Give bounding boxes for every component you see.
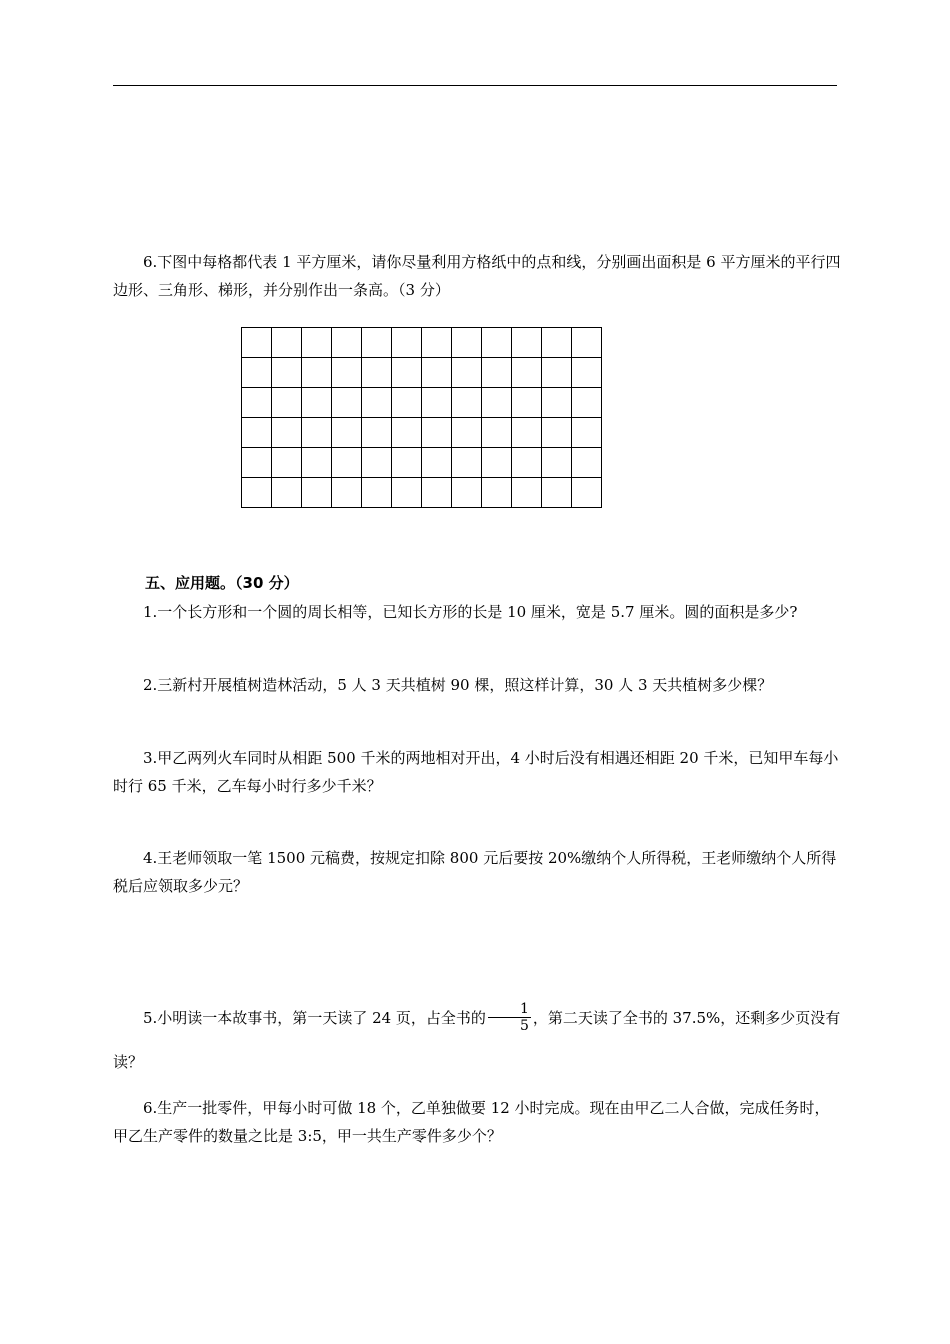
grid-cell	[272, 448, 302, 478]
grid-cell	[392, 478, 422, 508]
grid-cell	[242, 358, 272, 388]
fraction-numerator: 1	[488, 1001, 531, 1018]
problem-1: 1.一个长方形和一个圆的周长相等，已知长方形的长是 10 厘米，宽是 5.7 厘米。圆的面积是多少?	[143, 603, 798, 621]
grid-cell	[392, 328, 422, 358]
grid-cell	[242, 478, 272, 508]
grid-cell	[332, 358, 362, 388]
grid-cell	[422, 418, 452, 448]
grid-cell	[452, 358, 482, 388]
square-grid-paper	[241, 327, 602, 508]
problem-4: 4.王老师领取一笔 1500 元稿费，按规定扣除 800 元后要按 20%缴纳个人所得税，王老师缴纳个人所得税后应领取多少元？	[113, 849, 837, 895]
problem-5	[113, 996, 843, 1084]
grid-cell	[542, 478, 572, 508]
grid-cell	[542, 328, 572, 358]
grid-cell	[572, 418, 602, 448]
header-rule	[113, 85, 837, 86]
grid-cell	[422, 388, 452, 418]
grid-cell	[302, 358, 332, 388]
grid-cell	[422, 448, 452, 478]
section-title: 五、应用题。（30 分）	[145, 574, 299, 592]
grid-cell	[332, 388, 362, 418]
grid-cell	[272, 418, 302, 448]
problem-2: 2.三新村开展植树造林活动，5 人 3 天共植树 90 棵，照这样计算，30 人 3 天共植树多少棵？	[143, 676, 773, 694]
grid-cell	[452, 418, 482, 448]
grid-cell	[512, 478, 542, 508]
grid-cell	[302, 448, 332, 478]
grid-cell	[272, 478, 302, 508]
grid-cell	[482, 358, 512, 388]
grid-cell	[482, 448, 512, 478]
grid-cell	[272, 358, 302, 388]
grid-cell	[452, 478, 482, 508]
grid-cell	[542, 418, 572, 448]
grid-cell	[452, 328, 482, 358]
grid-cell	[332, 328, 362, 358]
grid-cell	[512, 418, 542, 448]
grid-cell	[392, 358, 422, 388]
grid-cell	[272, 328, 302, 358]
grid-cell	[302, 328, 332, 358]
grid-cell	[572, 328, 602, 358]
grid-cell	[422, 478, 452, 508]
problem-6: 6.生产一批零件，甲每小时可做 18 个，乙单独做要 12 小时完成。现在由甲乙二人合做，完成任务时，甲乙生产零件的数量之比是 3:5，甲一共生产零件多少个？	[113, 1099, 830, 1145]
problem-5-text-after: ，第二天读了全书的 37.5%，还剩多少页没有读？	[113, 1009, 841, 1071]
grid-cell	[362, 448, 392, 478]
grid-cell	[302, 388, 332, 418]
grid-cell	[362, 358, 392, 388]
problem-3: 3.甲乙两列火车同时从相距 500 千米的两地相对开出，4 小时后没有相遇还相距 20 千米，已知甲车每小时行 65 千米，乙车每小时行多少千米？	[113, 749, 839, 795]
grid-cell	[482, 478, 512, 508]
grid-cell	[302, 418, 332, 448]
grid-cell	[452, 388, 482, 418]
grid-cell	[302, 478, 332, 508]
grid-cell	[482, 328, 512, 358]
grid-cell	[512, 448, 542, 478]
grid-cell	[332, 448, 362, 478]
grid-cell	[482, 418, 512, 448]
grid-cell	[452, 448, 482, 478]
grid-cell	[422, 328, 452, 358]
grid-cell	[572, 388, 602, 418]
grid-cell	[272, 388, 302, 418]
grid-cell	[242, 448, 272, 478]
grid-cell	[512, 328, 542, 358]
grid-cell	[392, 388, 422, 418]
grid-cell	[332, 478, 362, 508]
grid-cell	[362, 478, 392, 508]
grid-cell	[572, 448, 602, 478]
grid-cell	[392, 418, 422, 448]
grid-cell	[572, 478, 602, 508]
fraction-denominator: 5	[519, 1017, 529, 1034]
grid-cell	[242, 388, 272, 418]
grid-cell	[392, 448, 422, 478]
grid-cell	[332, 418, 362, 448]
grid-cell	[362, 388, 392, 418]
grid-cell	[242, 328, 272, 358]
grid-cell	[542, 358, 572, 388]
grid-cell	[542, 388, 572, 418]
grid-cell	[542, 448, 572, 478]
grid-cell	[572, 358, 602, 388]
grid-cell	[362, 328, 392, 358]
grid-cell	[362, 418, 392, 448]
grid-cell	[512, 388, 542, 418]
question-6-drawing: 6.下图中每格都代表 1 平方厘米，请你尽量利用方格纸中的点和线，分别画出面积是 6 平方厘米的平行四边形、三角形、梯形，并分别作出一条高。（3 分）	[113, 253, 841, 299]
grid-cell	[242, 418, 272, 448]
grid-cell	[482, 388, 512, 418]
grid-cell	[422, 358, 452, 388]
fraction-one-fifth	[488, 1001, 531, 1034]
problem-5-text-before: 5.小明读一本故事书，第一天读了 24 页，占全书的	[143, 1009, 486, 1027]
grid-cell	[512, 358, 542, 388]
